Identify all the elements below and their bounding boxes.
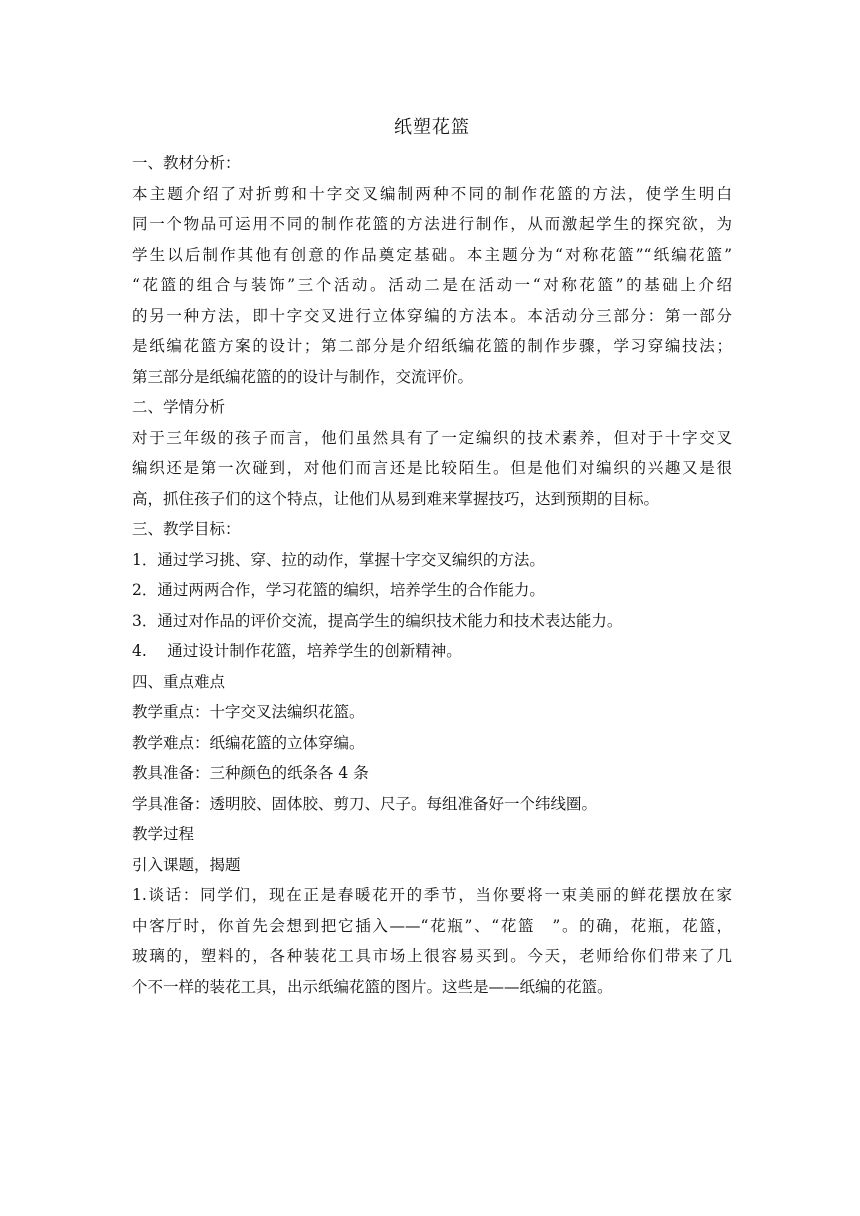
text-line: 4. 通过设计制作花篮，培养学生的创新精神。 xyxy=(132,642,462,660)
text-line: 教学重点：十字交叉法编织花篮。 xyxy=(132,703,365,721)
document-page xyxy=(132,110,732,1002)
text-line: 教学过程 xyxy=(132,825,195,843)
text-line: 第三部分是纸编花篮的的设计与制作，交流评价。 xyxy=(132,367,474,386)
text-line: 二、学情分析 xyxy=(132,398,226,416)
text-line: 玻璃的，塑料的，各种装花工具市场上很容易买到。今天，老师给你们带来了几 xyxy=(132,947,732,965)
text-line: 1.谈话：同学们，现在正是春暖花开的季节，当你要将一束美丽的鲜花摆放在家 xyxy=(132,886,732,904)
text-line: 对于三年级的孩子而言，他们虽然具有了一定编织的技术素养，但对于十字交叉 xyxy=(132,428,732,447)
text-line: 引入课题，揭题 xyxy=(132,855,241,874)
text-line: 教学难点：纸编花篮的立体穿编。 xyxy=(132,733,365,752)
text-line: “花篮的组合与装饰”三个活动。活动二是在活动一“对称花篮”的基础上介绍 xyxy=(132,276,732,294)
text-line: 一、教材分析： xyxy=(132,154,241,172)
text-line: 教具准备：三种颜色的纸条各 4 条 xyxy=(132,764,369,782)
text-line: 1．通过学习挑、穿、拉的动作，掌握十字交叉编织的方法。 xyxy=(132,550,545,569)
text-line: 同一个物品可运用不同的制作花篮的方法进行制作，从而激起学生的探究欲，为 xyxy=(132,215,732,233)
text-line: 编织还是第一次碰到，对他们而言还是比较陌生。但是他们对编织的兴趣又是很 xyxy=(132,459,732,477)
text-line: 学生以后制作其他有创意的作品奠定基础。本主题分为“对称花篮”“纸编花篮” xyxy=(132,245,732,264)
text-line: 的另一种方法，即十字交叉进行立体穿编的方法本。本活动分三部分：第一部分 xyxy=(132,306,732,325)
text-line: 3．通过对作品的评价交流，提高学生的编织技术能力和技术表达能力。 xyxy=(132,611,623,630)
document-body xyxy=(132,148,732,1002)
text-line: 学具准备：透明胶、固体胶、剪刀、尺子。每组准备好一个纬线圈。 xyxy=(132,794,598,813)
text-line: 本主题介绍了对折剪和十字交叉编制两种不同的制作花篮的方法，使学生明白 xyxy=(132,184,732,203)
document-title: 纸塑花篮 xyxy=(394,117,470,138)
text-line: 中客厅时，你首先会想到把它插入——“花瓶”、“花篮 ”。的确，花瓶，花篮， xyxy=(132,916,732,935)
text-line: 高，抓住孩子们的这个特点，让他们从易到难来掌握技巧，达到预期的目标。 xyxy=(132,489,660,508)
text-line: 个不一样的装花工具，出示纸编花篮的图片。这些是——纸编的花篮。 xyxy=(132,977,613,996)
text-line: 四、重点难点 xyxy=(132,672,226,691)
text-line: 是纸编花篮方案的设计；第二部分是介绍纸编花篮的制作步骤，学习穿编技法； xyxy=(132,337,732,355)
text-line: 2．通过两两合作，学习花篮的编织，培养学生的合作能力。 xyxy=(132,581,545,599)
text-line: 三、教学目标： xyxy=(132,520,241,538)
